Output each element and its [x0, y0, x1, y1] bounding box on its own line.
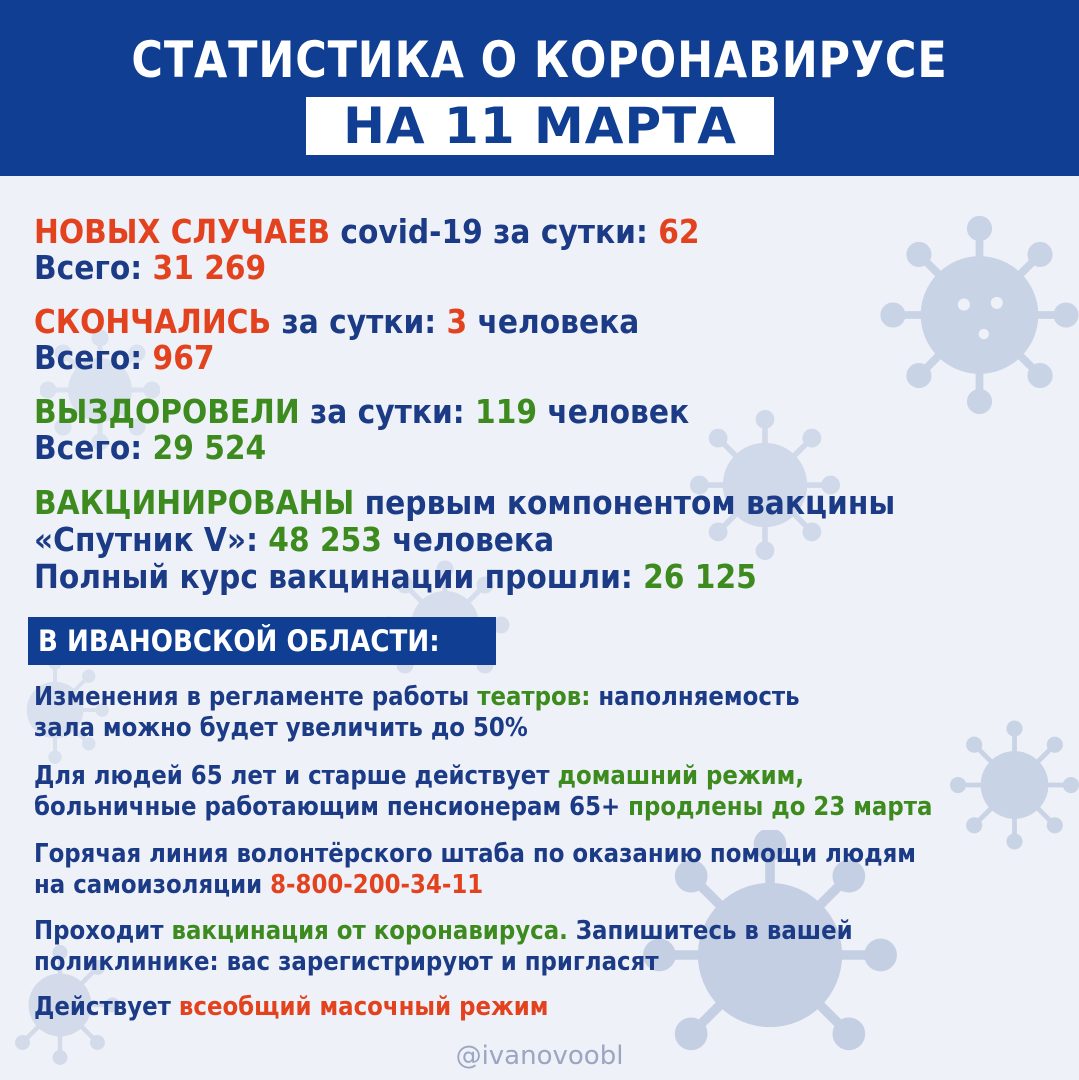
info-highlight: всеобщий масочный режим — [178, 992, 549, 1022]
recovered-daily: 119 — [475, 392, 538, 431]
info-text: Запишитесь в вашей — [567, 916, 853, 946]
total-label: Всего: — [34, 338, 153, 377]
vaccinated-line — [34, 483, 895, 523]
recovered-total-line — [34, 428, 266, 468]
full-course-text: Полный курс вакцинации прошли: — [34, 557, 644, 596]
info-text: на самоизоляции — [34, 870, 271, 900]
date-label: НА 11 МАРТА — [343, 97, 737, 155]
list-item — [34, 946, 659, 978]
hotline-number: 8-800-200-34-11 — [270, 870, 484, 900]
full-course-count: 26 125 — [643, 557, 757, 596]
list-item — [34, 915, 853, 947]
deaths-label: СКОНЧАЛИСЬ — [34, 302, 272, 341]
new-cases-daily: 62 — [658, 212, 700, 251]
info-text: Действует — [34, 992, 179, 1022]
list-item — [34, 991, 548, 1023]
virus-icon — [950, 710, 1079, 860]
info-text: поликлинике: вас зарегистрируют и пригласят — [34, 947, 659, 977]
info-text: Горячая линия волонтёрского штаба по оказанию помощи людям — [34, 839, 917, 869]
header-banner — [0, 0, 1079, 176]
info-highlight: вакцинация от коронавируса. — [171, 916, 568, 946]
recovered-line — [34, 392, 689, 432]
page-title: СТАТИСТИКА О КОРОНАВИРУСЕ — [131, 31, 948, 89]
info-highlight: театров: — [477, 682, 591, 712]
deaths-unit: человека — [467, 302, 640, 341]
info-text: Изменения в регламенте работы — [34, 682, 478, 712]
list-item — [34, 681, 800, 713]
virus-icon — [880, 200, 1079, 430]
region-band — [28, 617, 496, 665]
vaccinated-label: ВАКЦИНИРОВАНЫ — [34, 483, 355, 522]
info-highlight: домашний режим, — [557, 761, 805, 791]
recovered-label: ВЫЗДОРОВЕЛИ — [34, 392, 300, 431]
new-cases-total: 31 269 — [152, 248, 267, 287]
list-item — [34, 838, 916, 870]
list-item — [34, 712, 528, 744]
vaccinated-line-2 — [34, 520, 554, 560]
vaccinated-count: 48 253 — [268, 520, 382, 559]
list-item — [34, 760, 804, 792]
recovered-total: 29 524 — [152, 428, 267, 467]
info-highlight: продлены до 23 марта — [628, 792, 933, 822]
vaccinated-line2-text: «Спутник V»: — [34, 520, 269, 559]
list-item — [34, 791, 932, 823]
deaths-text: за сутки: — [271, 302, 447, 341]
info-text: больничные работающим пенсионерам 65+ — [34, 792, 629, 822]
deaths-total: 967 — [152, 338, 215, 377]
info-text: Проходит — [34, 916, 172, 946]
new-cases-line — [34, 212, 700, 252]
date-box — [306, 97, 774, 155]
list-item — [34, 869, 483, 901]
new-cases-text: covid-19 за сутки: — [330, 212, 659, 251]
vaccinated-unit: человека — [381, 520, 555, 559]
social-handle: @ivanovoobl — [455, 1041, 624, 1071]
deaths-line — [34, 302, 639, 342]
region-title: В ИВАНОВСКОЙ ОБЛАСТИ: — [38, 624, 440, 658]
vaccinated-line-3 — [34, 557, 757, 597]
new-cases-label: НОВЫХ СЛУЧАЕВ — [34, 212, 331, 251]
info-text: зала можно будет увеличить до 50% — [34, 713, 528, 743]
recovered-unit: человек — [537, 392, 690, 431]
info-text: наполняемость — [590, 682, 800, 712]
deaths-total-line — [34, 338, 215, 378]
deaths-daily: 3 — [446, 302, 468, 341]
info-text: Для людей 65 лет и старше действует — [34, 761, 558, 791]
total-label: Всего: — [34, 428, 153, 467]
vaccinated-text: первым компонентом вакцины — [354, 483, 896, 522]
total-label: Всего: — [34, 248, 153, 287]
recovered-text: за сутки: — [299, 392, 476, 431]
new-cases-total-line — [34, 248, 266, 288]
